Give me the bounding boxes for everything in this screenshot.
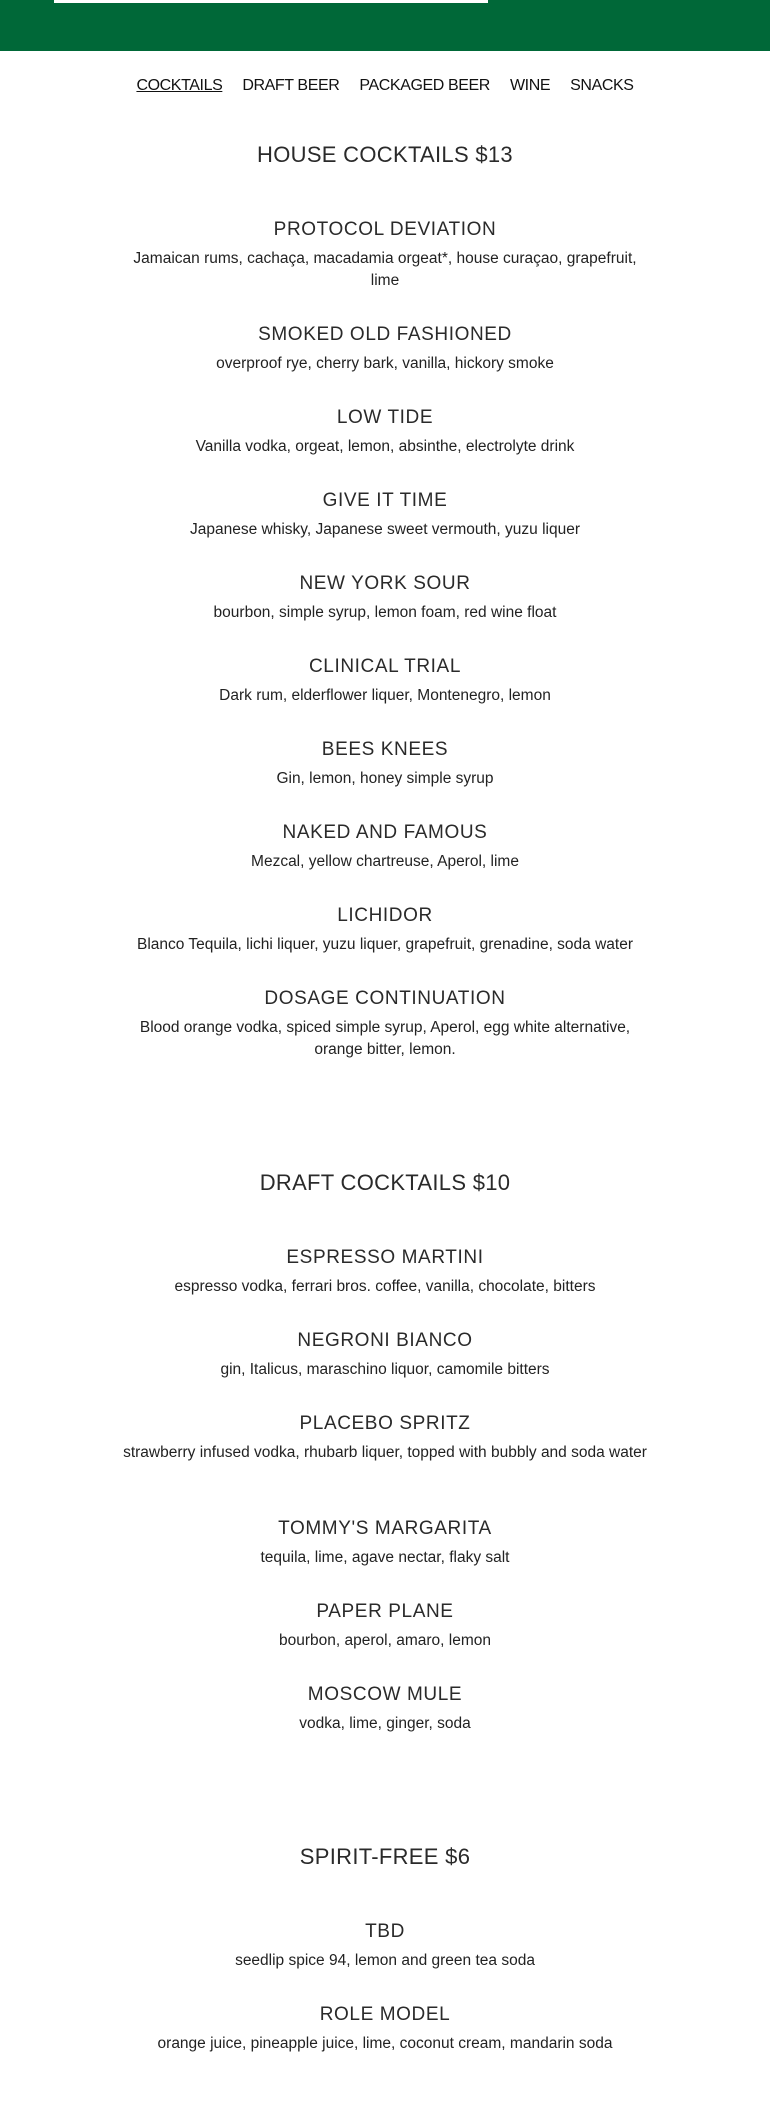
menu-item (120, 1517, 650, 1569)
menu-item (120, 1600, 650, 1652)
menu-item (120, 323, 650, 375)
item-description: Blanco Tequila, lichi liquer, yuzu liquer, grapefruit, grenadine, soda water (136, 936, 633, 953)
item-description: orange juice, pineapple juice, lime, coconut cream, mandarin soda (157, 2035, 613, 2052)
menu-item (120, 1683, 650, 1735)
item-description: espresso vodka, ferrari bros. coffee, vanilla, chocolate, bitters (174, 1278, 596, 1295)
nav-item-packaged-beer[interactable]: PACKAGED BEER (359, 77, 490, 94)
item-description: gin, Italicus, maraschino liquor, camomile bitters (220, 1361, 550, 1378)
header-search-bar[interactable] (54, 0, 488, 3)
item-name: PROTOCOL DEVIATION (273, 219, 497, 240)
item-name: PAPER PLANE (316, 1601, 454, 1622)
item-name: ESPRESSO MARTINI (286, 1247, 484, 1268)
menu-item (120, 218, 650, 292)
item-description: tequila, lime, agave nectar, flaky salt (260, 1549, 510, 1566)
item-name: LOW TIDE (336, 407, 434, 428)
menu-item (120, 1920, 650, 1972)
menu-item (120, 1412, 650, 1464)
item-name: GIVE IT TIME (322, 490, 448, 511)
menu-item (120, 489, 650, 541)
item-description: Gin, lemon, honey simple syrup (276, 770, 494, 787)
nav-item-snacks[interactable]: SNACKS (570, 77, 634, 94)
item-description: strawberry infused vodka, rhubarb liquer, topped with bubbly and soda water (123, 1444, 647, 1461)
item-name: SMOKED OLD FASHIONED (258, 324, 512, 345)
nav-item-wine[interactable]: WINE (509, 77, 551, 94)
item-name: NEGRONI BIANCO (297, 1330, 473, 1351)
item-name: LICHIDOR (337, 905, 433, 926)
item-description: vodka, lime, ginger, soda (299, 1715, 471, 1732)
section-title-house-cocktails: HOUSE COCKTAILS $13 (257, 142, 513, 167)
item-name: TOMMY'S MARGARITA (278, 1518, 492, 1539)
item-description: Vanilla vodka, orgeat, lemon, absinthe, electrolyte drink (195, 438, 575, 455)
section-title-spirit-free: SPIRIT-FREE $6 (299, 1844, 471, 1869)
item-name: TBD (365, 1921, 405, 1942)
item-name: BEES KNEES (321, 739, 449, 760)
menu-item (120, 1246, 650, 1298)
item-description: bourbon, simple syrup, lemon foam, red wine float (213, 604, 557, 621)
item-name: MOSCOW MULE (307, 1684, 463, 1705)
menu-item (120, 821, 650, 873)
item-description: Jamaican rums, cachaça, macadamia orgeat*, house curaçao, grapefruit, lime (133, 250, 637, 289)
item-name: CLINICAL TRIAL (308, 656, 461, 677)
menu-item (120, 904, 650, 956)
menu-item (120, 572, 650, 624)
menu-item (120, 655, 650, 707)
menu-nav (0, 74, 770, 98)
menu-item (120, 1329, 650, 1381)
item-description: Dark rum, elderflower liquer, Montenegro, lemon (219, 687, 551, 704)
item-name: DOSAGE CONTINUATION (264, 988, 506, 1009)
item-description: seedlip spice 94, lemon and green tea soda (235, 1952, 535, 1969)
item-description: Japanese whisky, Japanese sweet vermouth, yuzu liquer (189, 521, 580, 538)
item-name: NAKED AND FAMOUS (282, 822, 488, 843)
header-band (0, 0, 770, 51)
menu-item (120, 2003, 650, 2055)
item-name: PLACEBO SPRITZ (299, 1413, 471, 1434)
nav-item-cocktails[interactable]: COCKTAILS (136, 77, 223, 94)
menu-item (120, 406, 650, 458)
item-name: NEW YORK SOUR (299, 573, 471, 594)
nav-item-draft-beer[interactable]: DRAFT BEER (242, 77, 340, 94)
section-title-draft-cocktails: DRAFT COCKTAILS $10 (259, 1170, 511, 1195)
menu-item (120, 987, 650, 1061)
item-description: Blood orange vodka, spiced simple syrup, Aperol, egg white alternative, orange bitter, lemon. (139, 1019, 631, 1058)
item-description: Mezcal, yellow chartreuse, Aperol, lime (251, 853, 519, 870)
item-name: ROLE MODEL (319, 2004, 451, 2025)
menu-item (120, 738, 650, 790)
item-description: bourbon, aperol, amaro, lemon (279, 1632, 491, 1649)
item-description: overproof rye, cherry bark, vanilla, hickory smoke (216, 355, 554, 372)
